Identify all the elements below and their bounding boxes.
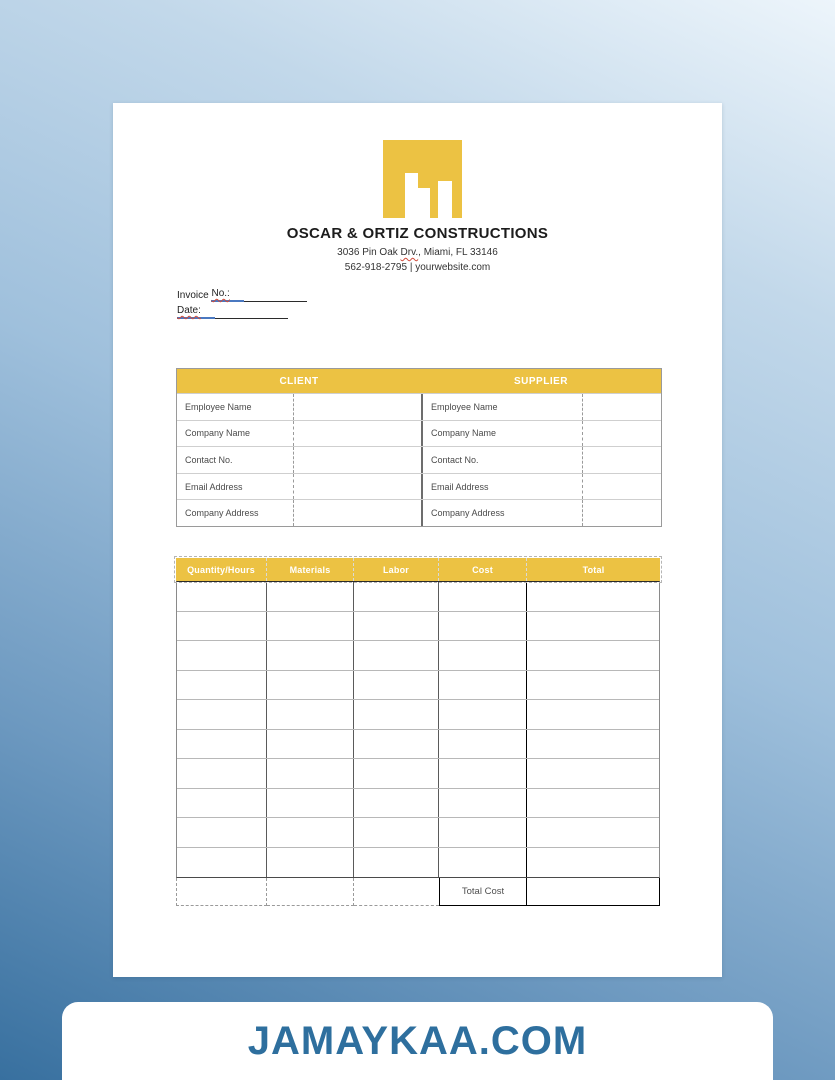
supplier-field-label: Email Address	[421, 474, 583, 500]
items-cell[interactable]	[354, 671, 439, 700]
company-address	[113, 247, 722, 259]
date-line	[177, 305, 307, 319]
date-label: Date:	[177, 305, 201, 319]
client-field-value[interactable]	[294, 447, 421, 473]
items-cell[interactable]	[177, 848, 267, 878]
items-cell[interactable]	[354, 700, 439, 729]
items-cell[interactable]	[439, 818, 527, 847]
items-cell[interactable]	[267, 759, 354, 788]
items-row	[177, 759, 659, 789]
items-cell[interactable]	[527, 612, 659, 641]
items-table-header	[176, 558, 660, 581]
watermark-banner	[62, 1002, 773, 1080]
building-cutout-step	[418, 188, 430, 218]
items-cell[interactable]	[439, 641, 527, 670]
invoice-label-field: No.:	[211, 288, 229, 302]
items-cell[interactable]	[527, 789, 659, 818]
client-field-value[interactable]	[294, 421, 421, 447]
items-cell[interactable]	[177, 582, 267, 611]
items-column-header: Quantity/Hours	[176, 558, 267, 581]
party-row	[177, 446, 661, 473]
items-row	[177, 641, 659, 671]
items-cell[interactable]	[354, 818, 439, 847]
items-cell[interactable]	[527, 848, 659, 878]
items-cell[interactable]	[177, 759, 267, 788]
building-cutout-right	[438, 181, 452, 218]
items-cell[interactable]	[177, 730, 267, 759]
items-cell[interactable]	[527, 641, 659, 670]
items-row	[177, 789, 659, 819]
items-cell[interactable]	[354, 612, 439, 641]
items-cell[interactable]	[267, 848, 354, 878]
items-cell[interactable]	[439, 582, 527, 611]
items-table	[176, 558, 660, 906]
items-cell[interactable]	[439, 789, 527, 818]
items-cell[interactable]	[177, 818, 267, 847]
party-row	[177, 473, 661, 500]
invoice-number-line	[177, 288, 307, 302]
party-row	[177, 393, 661, 420]
items-table-body	[176, 581, 660, 878]
items-cell[interactable]	[439, 700, 527, 729]
items-cell[interactable]	[439, 759, 527, 788]
items-row	[177, 730, 659, 760]
client-field-value[interactable]	[294, 394, 421, 420]
party-table-body	[177, 393, 661, 526]
items-cell[interactable]	[527, 730, 659, 759]
items-cell[interactable]	[177, 700, 267, 729]
company-contact-line: 562-918-2795 | yourwebsite.com	[344, 262, 491, 273]
items-cell[interactable]	[354, 582, 439, 611]
supplier-field-label: Company Address	[421, 500, 583, 526]
company-logo buildings-icon	[383, 140, 462, 218]
items-cell[interactable]	[177, 641, 267, 670]
items-cell[interactable]	[439, 730, 527, 759]
total-cost-label: Total Cost	[439, 878, 527, 906]
items-cell[interactable]	[177, 612, 267, 641]
client-field-label: Company Name	[177, 421, 294, 447]
invoice-document	[113, 103, 722, 977]
watermark-text: JAMAYKAA.COM	[247, 1018, 588, 1063]
client-field-label: Email Address	[177, 474, 294, 500]
supplier-field-value[interactable]	[583, 447, 661, 473]
ghost-cell	[176, 878, 267, 906]
items-cell[interactable]	[267, 671, 354, 700]
supplier-field-value[interactable]	[583, 421, 661, 447]
supplier-field-value[interactable]	[583, 474, 661, 500]
items-cell[interactable]	[527, 671, 659, 700]
date-blank[interactable]	[215, 307, 288, 319]
company-name: OSCAR & ORTIZ CONSTRUCTIONS	[286, 225, 549, 242]
client-supplier-table	[176, 368, 662, 527]
client-header: CLIENT	[279, 375, 319, 387]
supplier-field-value[interactable]	[583, 500, 661, 526]
supplier-field-label: Contact No.	[421, 447, 583, 473]
client-field-value[interactable]	[294, 500, 421, 526]
items-cell[interactable]	[267, 789, 354, 818]
supplier-field-label: Employee Name	[421, 394, 583, 420]
items-cell[interactable]	[354, 848, 439, 878]
items-cell[interactable]	[354, 789, 439, 818]
invoice-number-cursor[interactable]	[230, 290, 244, 302]
items-cell[interactable]	[177, 671, 267, 700]
items-cell[interactable]	[527, 818, 659, 847]
supplier-header: SUPPLIER	[513, 375, 568, 387]
items-cell[interactable]	[439, 848, 527, 878]
address-suffix: , Miami, FL 33146	[418, 247, 498, 258]
items-column-header: Cost	[439, 558, 527, 581]
items-row	[177, 582, 659, 612]
items-column-header: Total	[582, 564, 605, 575]
items-cell[interactable]	[267, 700, 354, 729]
items-cell[interactable]	[354, 759, 439, 788]
invoice-number-blank[interactable]	[244, 290, 307, 302]
client-field-label: Contact No.	[177, 447, 294, 473]
items-cell[interactable]	[177, 789, 267, 818]
company-header	[113, 225, 722, 274]
items-column-header: Labor	[354, 558, 439, 581]
party-table-header	[177, 369, 661, 393]
items-cell[interactable]	[527, 759, 659, 788]
items-cell[interactable]	[267, 730, 354, 759]
invoice-label-prefix: Invoice	[177, 290, 212, 301]
items-cell[interactable]	[354, 641, 439, 670]
party-row	[177, 420, 661, 447]
items-cell[interactable]	[267, 582, 354, 611]
ghost-cell	[354, 878, 439, 906]
items-cell[interactable]	[527, 700, 659, 729]
items-cell[interactable]	[527, 582, 659, 611]
items-cell[interactable]	[267, 612, 354, 641]
client-field-label: Employee Name	[177, 394, 294, 420]
items-row	[177, 848, 659, 878]
items-row	[177, 818, 659, 848]
total-row	[176, 878, 660, 906]
supplier-field-value[interactable]	[583, 394, 661, 420]
supplier-field-label: Company Name	[421, 421, 583, 447]
total-cost-value[interactable]	[527, 878, 660, 906]
date-cursor[interactable]	[201, 307, 215, 319]
items-row	[177, 612, 659, 642]
items-row	[177, 671, 659, 701]
invoice-meta	[177, 288, 307, 322]
address-prefix: 3036 Pin Oak	[337, 247, 401, 258]
client-field-label: Company Address	[177, 500, 294, 526]
building-cutout-tall	[405, 173, 418, 218]
items-column-header: Materials	[267, 558, 354, 581]
items-cell[interactable]	[267, 641, 354, 670]
items-cell[interactable]	[354, 730, 439, 759]
items-cell[interactable]	[439, 612, 527, 641]
ghost-cell	[267, 878, 354, 906]
address-street-abbr: Drv.	[400, 247, 419, 258]
party-row	[177, 499, 661, 526]
items-cell[interactable]	[267, 818, 354, 847]
client-field-value[interactable]	[294, 474, 421, 500]
items-row	[177, 700, 659, 730]
items-cell[interactable]	[439, 671, 527, 700]
